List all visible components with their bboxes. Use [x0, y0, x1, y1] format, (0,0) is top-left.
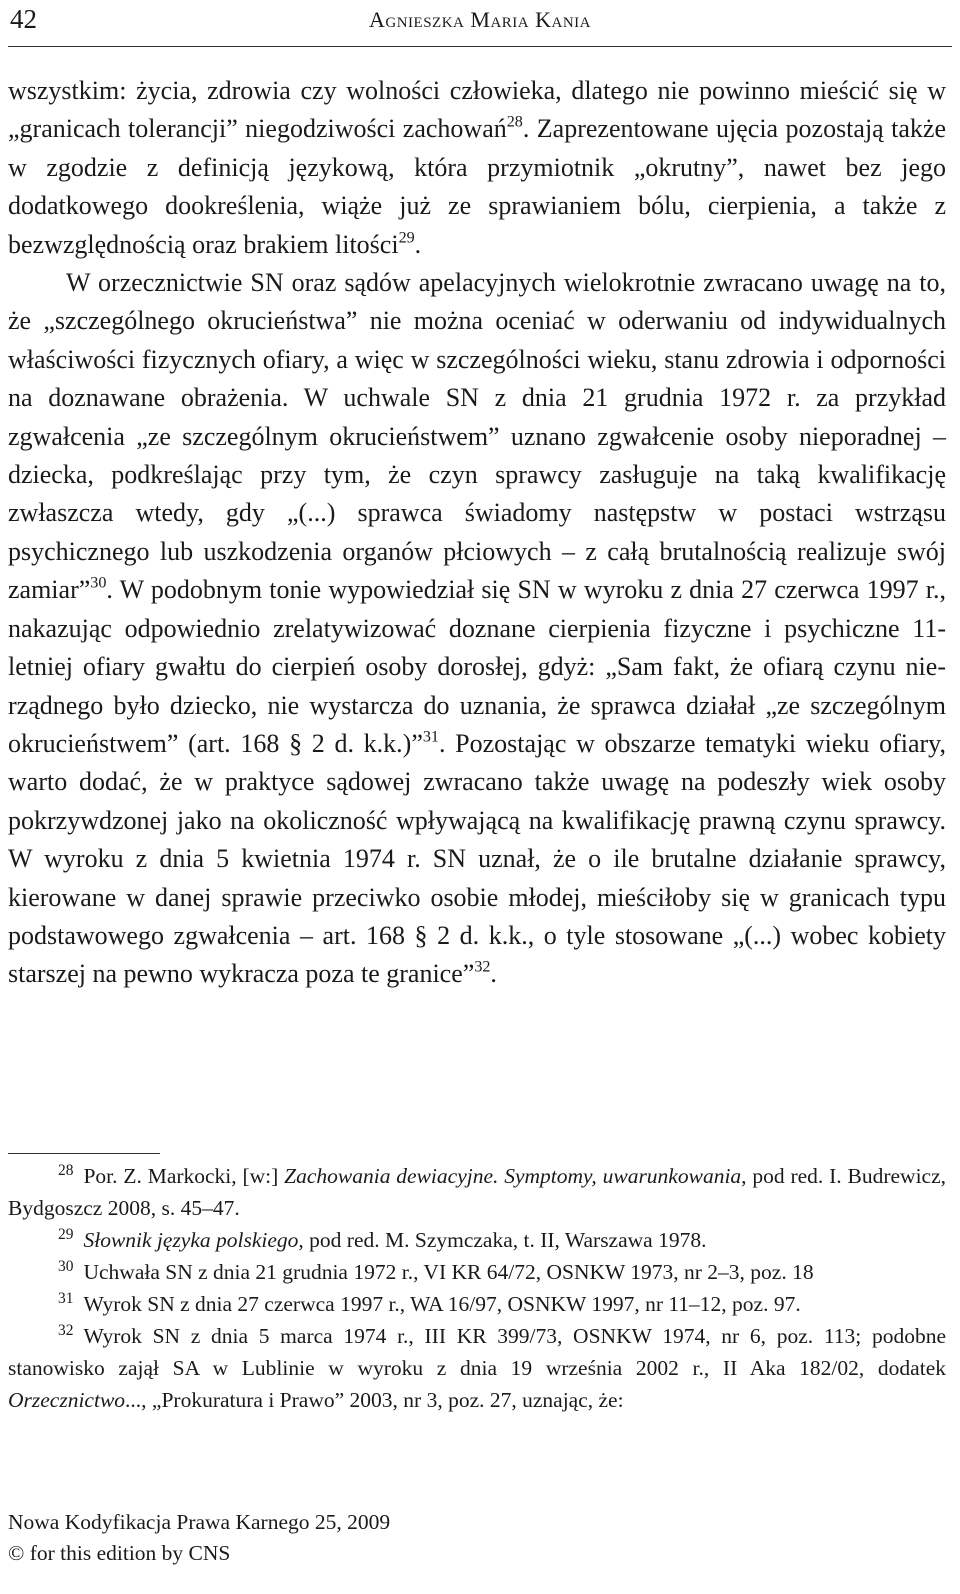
footnote-text: Wyrok SN z dnia 27 czerwca 1997 r., WA 16/97, OSNKW 1997, nr 11–12, poz. 97. [83, 1292, 801, 1316]
footnote-text: Por. Z. Markocki, [w:] [83, 1164, 285, 1188]
footnote-ref-32[interactable]: 32 [474, 958, 491, 976]
footnote-30 [8, 1256, 946, 1288]
footnote-ref-28[interactable]: 28 [506, 113, 523, 131]
paragraph-1 [8, 72, 946, 264]
footnote-divider [8, 1153, 160, 1154]
paragraph-2-text-d: . [490, 959, 497, 989]
footnote-number: 31 [58, 1289, 74, 1307]
footnote-text: Wyrok SN z dnia 5 marca 1974 r., III KR 399/73, OSNKW 1974, nr 6, poz. 113; podobne stanowisko zajął SA w Lublinie w wyroku z dnia 19 września 2002 r., II Aka 182/02, dodatek [8, 1324, 946, 1380]
footnote-ref-31[interactable]: 31 [422, 728, 439, 746]
footnote-number: 29 [58, 1225, 74, 1243]
running-head-author: Agnieszka Maria Kania [369, 7, 591, 32]
footnote-title-italic: Słownik języka polskiego [83, 1228, 299, 1252]
page-footer [8, 1507, 390, 1569]
footnotes-section [8, 1160, 946, 1416]
footnote-28 [8, 1160, 946, 1224]
footnote-29 [8, 1224, 946, 1256]
main-text [8, 72, 946, 994]
paragraph-2-text-c: . Pozostając w obszarze tematyki wieku ofiary, warto dodać, że w praktyce sądowej zwracano także uwagę na podeszły wiek osoby pokrzywdzonej jako na okoliczność wpływającą na kwalifikację prawną czynu sprawcy. W wyroku z dnia 5 kwietnia 1974 r. SN uznał, że o ile brutalne działanie sprawcy, kierowane w danej sprawie przeciwko osobie młodej, mieściłoby się w granicach typu podstawowego zgwałcenia – art. 168 § 2 d. k.k., o tyle stosowane „(...) wobec kobiety starszej na pewno wykracza poza te granice” [8, 728, 946, 989]
paragraph-2 [8, 264, 946, 994]
paragraph-2-text-a: W orzecznictwie SN oraz sądów apelacyjnych wielokrotnie zwracano uwagę na to, że „szczególnego okrucieństwa” nie można oceniać w oderwaniu od indywidualnych właściwości fizycznych ofiary, a więc w szczególności wieku, stanu zdrowia i odporności na doznawane obrażenia. W uchwale SN z dnia 21 grudnia 1972 r. za przykład zgwałcenia „ze szczególnym okrucieństwem” uznano zgwałcenie osoby nieporadnej – dziecka, podkreślając przy tym, że czyn sprawcy zasługuje na taką kwalifikację zwłaszcza wtedy, gdy „(...) sprawca świadomy następstw w postaci wstrząsu psychicznego lub uszkodzenia organów płciowych – z całą brutalnością realizuje swój zamiar” [8, 268, 946, 605]
footnote-text: , pod red. M. Szymczaka, t. II, Warszawa 1978. [298, 1228, 707, 1252]
page-number: 42 [10, 4, 37, 34]
paragraph-1-text-c: . [414, 229, 422, 259]
footnote-text: Uchwała SN z dnia 21 grudnia 1972 r., VI KR 64/72, OSNKW 1973, nr 2–3, poz. 18 [83, 1260, 814, 1284]
footnote-text: , pod red. I. Budrewicz, Bydgoszcz 2008, s. 45–47. [8, 1164, 946, 1220]
footnote-32 [8, 1320, 946, 1416]
paragraph-2-text-b: . W podobnym tonie wypowiedział się SN w wyroku z dnia 27 czerwca 1997 r., nakazując odpowiednio zrelatywizować doznane cierpienia fizyczne i psychiczne 11-letniej ofiary gwałtu do cierpień osoby dorosłej, gdyż: „Sam fakt, że ofiarą czynu nierządnego było dziecko, nie wystarcza do uznania, że sprawca działał „ze szczególnym okrucieństwem” (art. 168 § 2 d. k.k.)” [8, 575, 946, 758]
paragraph-1-text-b: . Zaprezentowane ujęcia pozostają także w zgodzie z definicją językową, która przymiotnik „okrutny”, nawet bez jego dodatkowego dookreślenia, wiąże już ze sprawianiem bólu, cierpienia, a także z bezwzględnością oraz brakiem litości [8, 114, 946, 259]
paragraph-1-text-a: wszystkim: życia, zdrowia czy wolności człowieka, dlatego nie powinno mieścić się w „granicach tolerancji” niegodziwości zachowań [8, 76, 946, 144]
footnote-31 [8, 1288, 946, 1320]
footnote-ref-29[interactable]: 29 [398, 229, 415, 247]
page-header [8, 0, 952, 47]
footnote-ref-30[interactable]: 30 [90, 574, 107, 592]
footnote-text: ..., „Prokuratura i Prawo” 2003, nr 3, poz. 27, uznając, że: [125, 1388, 624, 1412]
journal-citation: Nowa Kodyfikacja Prawa Karnego 25, 2009 [8, 1510, 391, 1534]
copyright-notice: © for this edition by CNS [8, 1541, 231, 1565]
footnote-title-italic: Zachowania dewiacyjne. Symptomy, uwarunkowania [284, 1164, 742, 1188]
footnote-number: 30 [58, 1257, 74, 1275]
footnote-title-italic: Orzecznictwo [8, 1388, 126, 1412]
footnote-number: 32 [58, 1321, 74, 1339]
footnote-number: 28 [58, 1161, 74, 1179]
